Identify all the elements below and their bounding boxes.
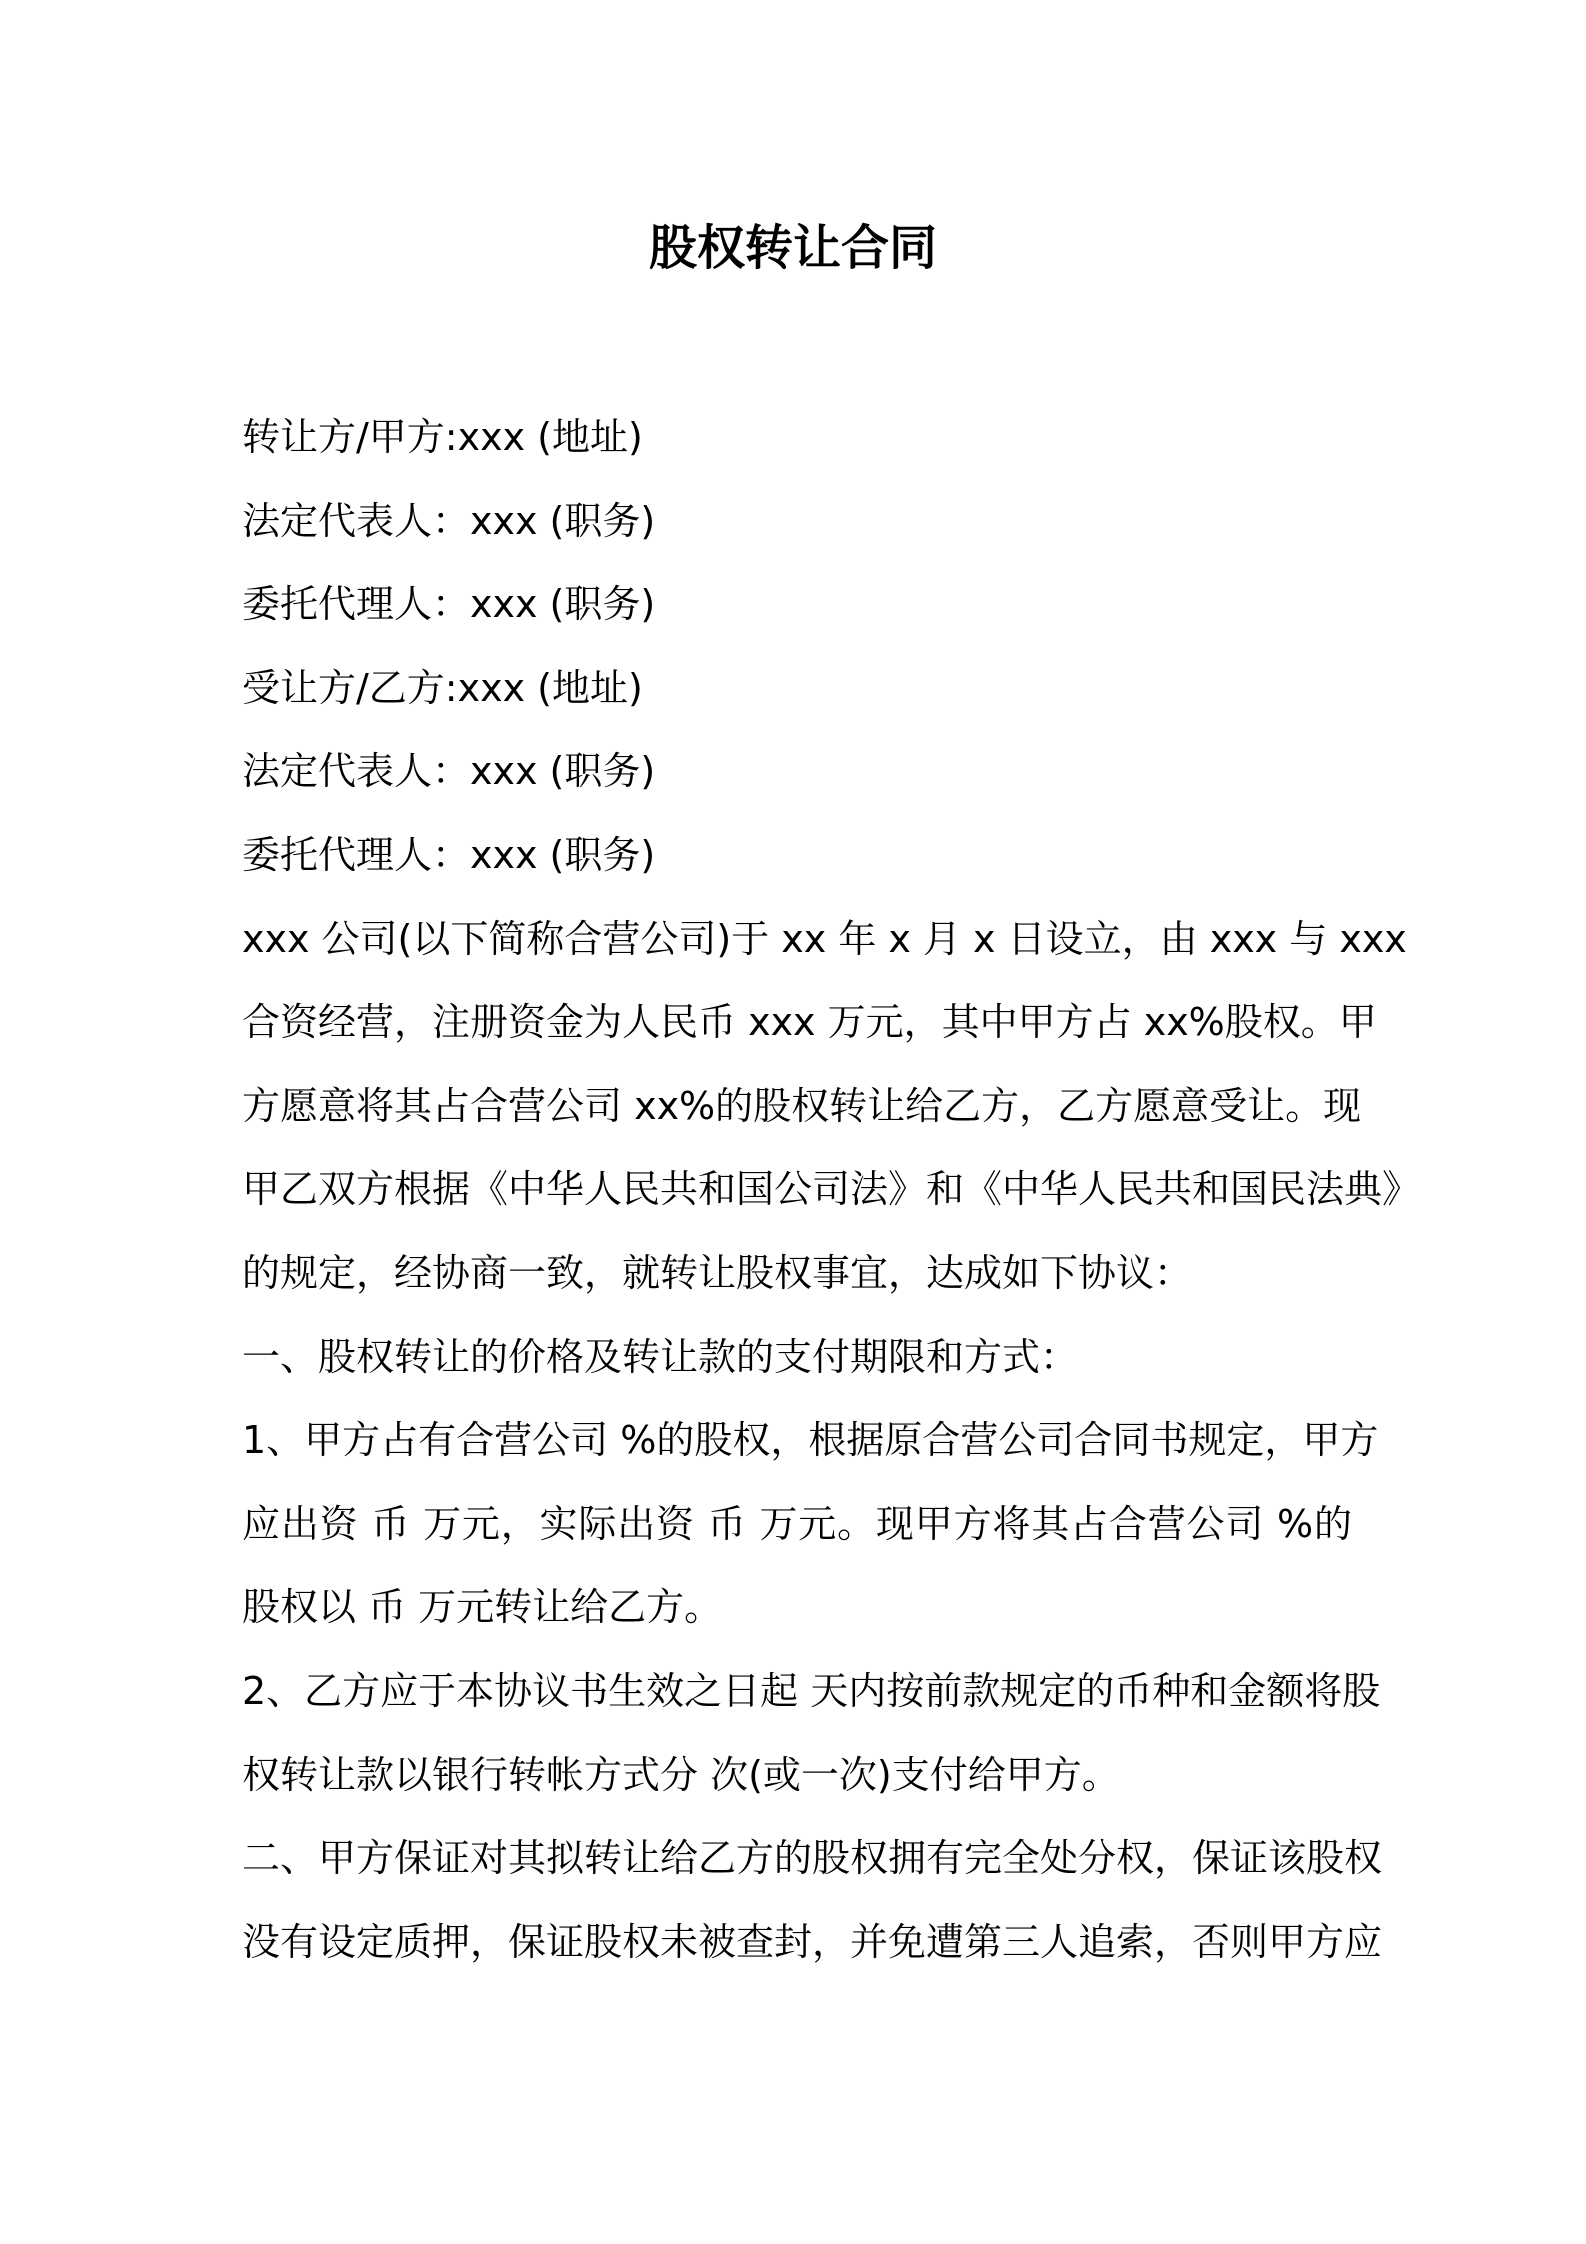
section-1-heading: 一、股权转让的价格及转让款的支付期限和方式： bbox=[242, 1334, 1079, 1379]
transferor-line: 转让方/甲方:xxx (地址) bbox=[242, 415, 643, 459]
clause-1-line: 1、甲方占有合营公司 %的股权，根据原合营公司合同书规定，甲方 bbox=[242, 1418, 1379, 1463]
intro-line: 合资经营，注册资金为人民币 xxx 万元，其中甲方占 xx%股权。甲 bbox=[242, 1000, 1377, 1045]
intro-line: 甲乙双方根据《中华人民共和国公司法》和《中华人民共和国民法典》 bbox=[242, 1167, 1421, 1212]
clause-2-paragraph bbox=[242, 1650, 1381, 1817]
section-2-paragraph bbox=[242, 1817, 1383, 1984]
clause-2-line: 2、乙方应于本协议书生效之日起 天内按前款规定的币种和金额将股 bbox=[242, 1668, 1381, 1713]
transferee-agent-line: 委托代理人：xxx (职务) bbox=[242, 832, 656, 877]
intro-paragraph bbox=[242, 898, 1421, 1316]
intro-line: 方愿意将其占合营公司 xx%的股权转让给乙方，乙方愿意受让。现 bbox=[242, 1083, 1362, 1128]
transferor-legal-rep-line: 法定代表人：xxx (职务) bbox=[242, 498, 656, 543]
section-2-line: 二、甲方保证对其拟转让给乙方的股权拥有完全处分权，保证该股权 bbox=[242, 1836, 1383, 1881]
transferor-agent-line: 委托代理人：xxx (职务) bbox=[242, 582, 656, 627]
clause-2-line: 权转让款以银行转帐方式分 次(或一次)支付给甲方。 bbox=[242, 1752, 1120, 1797]
intro-line: 的规定，经协商一致，就转让股权事宜，达成如下协议： bbox=[242, 1250, 1193, 1295]
clause-1-line: 股权以 币 万元转让给乙方。 bbox=[242, 1585, 723, 1630]
intro-line: xxx 公司(以下简称合营公司)于 xx 年 x 月 x 日设立，由 xxx 与 xxx bbox=[242, 916, 1407, 961]
clause-1-paragraph bbox=[242, 1399, 1379, 1650]
transferee-legal-rep-line: 法定代表人：xxx (职务) bbox=[242, 749, 656, 794]
clause-1-line: 应出资 币 万元，实际出资 币 万元。现甲方将其占合营公司 %的 bbox=[242, 1501, 1352, 1546]
parties-block bbox=[242, 396, 1352, 898]
section-2-line: 没有设定质押，保证股权未被查封，并免遭第三人追索，否则甲方应 bbox=[242, 1919, 1383, 1964]
document-body bbox=[242, 396, 1421, 1984]
transferee-line: 受让方/乙方:xxx (地址) bbox=[242, 665, 643, 710]
document-title: 股权转让合同 bbox=[648, 220, 937, 276]
